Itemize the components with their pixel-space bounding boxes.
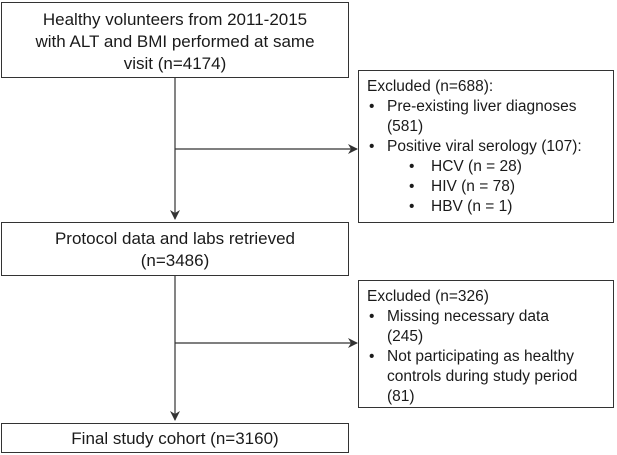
- exclusion1-item-liver-text: • Pre-existing liver diagnoses: [387, 98, 577, 115]
- exclusion1-item-liver: [367, 97, 605, 137]
- protocol-line-1: Protocol data and labs retrieved: [54, 229, 296, 248]
- exclusion1-title: Excluded (n=688):: [367, 78, 494, 95]
- box-protocol: [1, 222, 349, 276]
- exclusion2-item-nonparticipating-line-1: • Not participating as healthy: [387, 348, 574, 365]
- exclusion1-sub-hcv: • HCV (n = 28): [405, 157, 605, 177]
- exclusion2-item-missing-line-1: • Missing necessary data: [387, 308, 549, 325]
- exclusion1-sub-hbv: • HBV (n = 1): [405, 197, 605, 217]
- exclusion2-item-missing: [367, 307, 605, 347]
- final-line-1: Final study cohort (n=3160): [71, 429, 279, 448]
- start-line-3: visit (n=4174): [123, 54, 227, 73]
- exclusion2-title: Excluded (n=326): [367, 288, 489, 305]
- box-final: [1, 423, 349, 453]
- protocol-line-2: (n=3486): [140, 251, 210, 270]
- exclusion1-sub-hiv: • HIV (n = 78): [405, 177, 605, 197]
- exclusion2-item-nonparticipating-line-2: controls during study period: [387, 368, 578, 385]
- exclusion2-item-nonparticipating-line-3: (81): [387, 388, 415, 405]
- box-start: [1, 2, 349, 78]
- start-line-2: with ALT and BMI performed at same: [35, 32, 315, 51]
- box-exclusion-1: [358, 70, 614, 223]
- exclusion1-item-liver-count: (581): [387, 118, 424, 135]
- exclusion2-item-nonparticipating: [367, 347, 605, 407]
- start-line-1: Healthy volunteers from 2011-2015: [42, 10, 308, 29]
- box-exclusion-2: [358, 280, 614, 408]
- exclusion2-item-missing-line-2: (245): [387, 328, 424, 345]
- exclusion1-item-viral-text: • Positive viral serology (107):: [387, 138, 582, 155]
- exclusion1-item-viral: [367, 137, 605, 217]
